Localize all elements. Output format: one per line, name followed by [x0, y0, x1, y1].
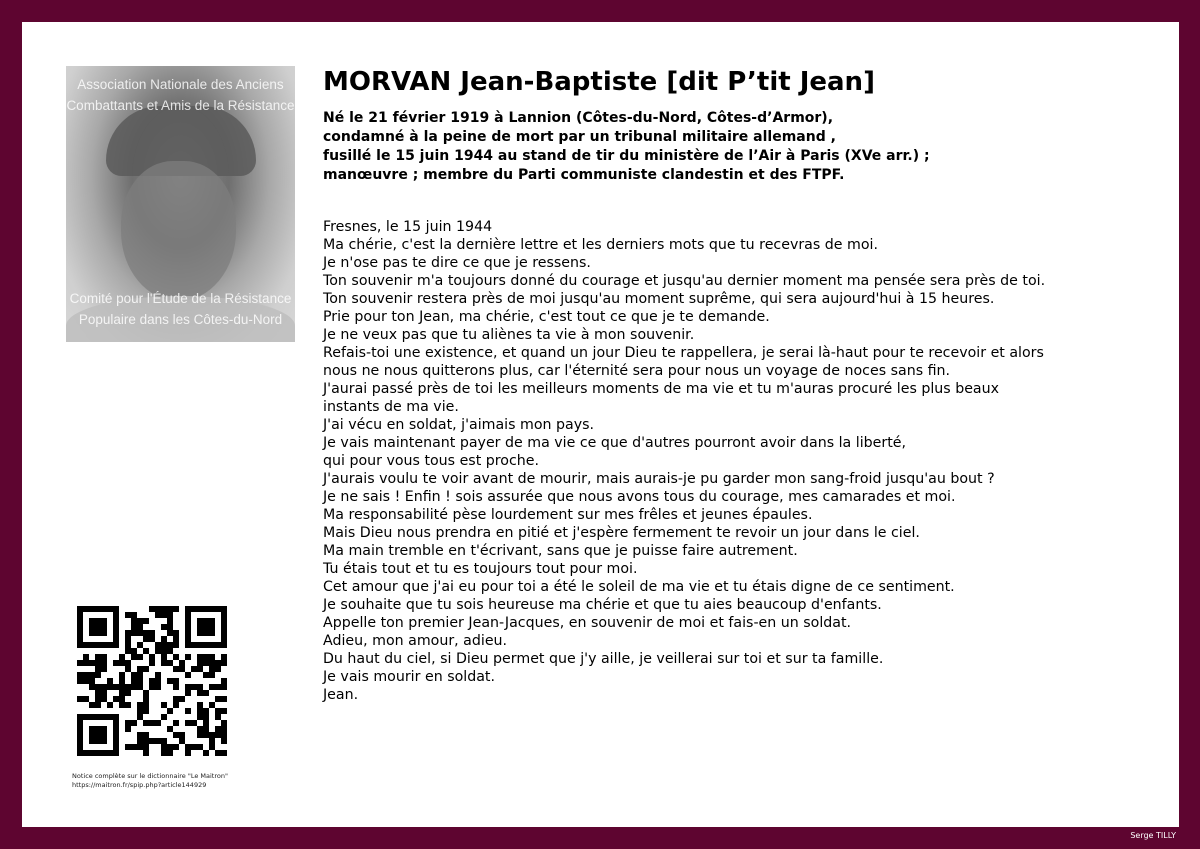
author-signature: Serge TILLY [1130, 831, 1176, 840]
portrait-photo [66, 66, 295, 342]
letter-line: instants de ma vie. [323, 399, 459, 415]
letter-line: Jean. [323, 687, 359, 703]
letter-line: Cet amour que j'ai eu pour toi a été le soleil de ma vie et tu étais digne de ce sentiment. [323, 579, 955, 595]
letter-line: Je vais maintenant payer de ma vie ce que d'autres pourront avoir dans la liberté, [323, 435, 907, 451]
letter-line: Ma responsabilité pèse lourdement sur mes frêles et jeunes épaules. [323, 507, 813, 523]
photo-watermark-top [66, 74, 295, 116]
qr-code[interactable] [66, 598, 238, 766]
memorial-card [22, 22, 1179, 827]
bio-line: fusillé le 15 juin 1944 au stand de tir du ministère de l’Air à Paris (XVe arr.) ; [323, 148, 930, 164]
notice-link[interactable]: https://maitron.fr/spip.php?article144929 [72, 781, 207, 789]
letter-line: Prie pour ton Jean, ma chérie, c'est tout ce que je te demande. [323, 309, 770, 325]
bio-line: Né le 21 février 1919 à Lannion (Côtes-du-Nord, Côtes-d’Armor), [323, 110, 834, 126]
letter-line: Mais Dieu nous prendra en pitié et j'espère fermement te revoir un jour dans le ciel. [323, 525, 920, 541]
letter-line: qui pour vous tous est proche. [323, 453, 540, 469]
letter-line: Je souhaite que tu sois heureuse ma chérie et que tu aies beaucoup d'enfants. [323, 597, 882, 613]
page-title: MORVAN Jean-Baptiste [dit P’tit Jean] [323, 67, 875, 97]
letter-line: Je ne veux pas que tu aliènes ta vie à mon souvenir. [323, 327, 695, 343]
letter-line: Tu étais tout et tu es toujours tout pour moi. [323, 561, 638, 577]
bio-line: condamné à la peine de mort par un tribunal militaire allemand , [323, 129, 836, 145]
watermark-line: Populaire dans les Côtes-du-Nord [78, 312, 283, 327]
biography [323, 109, 1143, 185]
maitron-notice [72, 772, 228, 790]
letter-line: Ma main tremble en t'écrivant, sans que je puisse faire autrement. [323, 543, 798, 559]
letter-line: nous ne nous quitterons plus, car l'éternité sera pour nous un voyage de noces sans fin. [323, 363, 951, 379]
letter-line: J'ai vécu en soldat, j'aimais mon pays. [323, 417, 595, 433]
watermark-line: Combattants et Amis de la Résistance [66, 98, 295, 113]
letter-line: Ton souvenir restera près de moi jusqu'au moment suprême, qui sera aujourd'hui à 15 heures. [323, 291, 995, 307]
farewell-letter [323, 218, 1163, 704]
letter-line: Je n'ose pas te dire ce que je ressens. [323, 255, 591, 271]
letter-line: Adieu, mon amour, adieu. [323, 633, 508, 649]
photo-face-shape [121, 161, 236, 301]
bio-line: manœuvre ; membre du Parti communiste clandestin et des FTPF. [323, 167, 845, 183]
notice-line: Notice complète sur le dictionnaire "Le Maitron" [72, 772, 228, 780]
letter-line: Appelle ton premier Jean-Jacques, en souvenir de moi et fais-en un soldat. [323, 615, 852, 631]
letter-line: Du haut du ciel, si Dieu permet que j'y aille, je veillerai sur toi et sur ta famille. [323, 651, 884, 667]
qr-code-graphic [66, 598, 238, 766]
letter-line: Je ne sais ! Enfin ! sois assurée que nous avons tous du courage, mes camarades et moi. [323, 489, 956, 505]
letter-line: Ma chérie, c'est la dernière lettre et les derniers mots que tu recevras de moi. [323, 237, 878, 253]
letter-line: Ton souvenir m'a toujours donné du courage et jusqu'au dernier moment ma pensée sera près de toi. [323, 273, 1046, 289]
photo-watermark-bottom [66, 288, 295, 330]
letter-line: Je vais mourir en soldat. [323, 669, 495, 685]
letter-line: Refais-toi une existence, et quand un jour Dieu te rappellera, je serai là-haut pour te recevoir et alors [323, 345, 1044, 361]
letter-line: J'aurais voulu te voir avant de mourir, mais aurais-je pu garder mon sang-froid jusqu'au bout ? [323, 471, 995, 487]
watermark-line: Comité pour l'Étude de la Résistance [69, 291, 292, 306]
watermark-line: Association Nationale des Anciens [77, 77, 284, 92]
letter-line: Fresnes, le 15 juin 1944 [323, 219, 493, 235]
letter-line: J'aurai passé près de toi les meilleurs moments de ma vie et tu m'auras procuré les plus beaux [323, 381, 1000, 397]
